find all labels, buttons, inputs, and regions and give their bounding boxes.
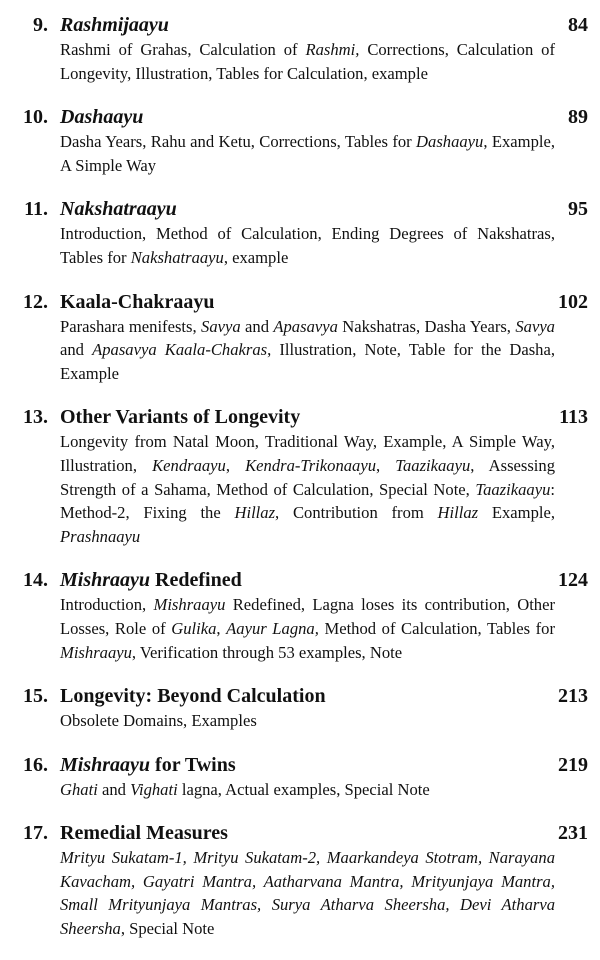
page-number: 102	[558, 290, 588, 313]
topic-text-segment: , Special Note	[120, 919, 215, 939]
topic-text-segment: Taazikaayu	[475, 479, 551, 499]
chapter-title-segment: Dashaayu	[60, 106, 144, 129]
toc-entry	[0, 683, 600, 733]
topic-text-segment: ,	[376, 455, 396, 475]
page-number: 84	[568, 14, 588, 36]
toc-entry	[0, 104, 600, 177]
topic-text-segment: , Example, A Simple Way	[60, 132, 555, 175]
chapter-number: 17.	[23, 822, 48, 845]
topic-text-segment: Rashmi of Grahas, Calculation of	[60, 40, 306, 59]
page-number: 231	[558, 822, 588, 845]
topic-text-segment: Gulika	[171, 618, 217, 638]
topic-text-segment: Vighati	[130, 779, 178, 799]
toc-entry-heading	[0, 820, 600, 846]
topic-text-segment: Taazikaayu	[395, 455, 471, 475]
chapter-number: 10.	[23, 106, 48, 129]
topic-text-segment: Apasavya	[273, 316, 338, 336]
topic-text-segment: : Method-2, Fixing the	[60, 479, 555, 523]
topic-text-segment: Ghati	[60, 779, 98, 799]
toc-entry-heading	[0, 104, 600, 130]
toc-entry	[0, 567, 600, 664]
chapter-title	[60, 12, 169, 38]
topic-text-segment: Rashmi,	[305, 40, 360, 59]
chapter-topics	[60, 709, 555, 733]
page-number: 124	[558, 569, 588, 592]
topic-text-segment: Hillaz	[437, 503, 479, 523]
topic-text-segment: and	[60, 340, 93, 360]
chapter-number: 16.	[23, 753, 48, 776]
topic-text-segment: Method of Calculation, Tables for	[318, 618, 555, 638]
page-number: 213	[558, 685, 588, 708]
chapter-title-segment: Rashmijaayu	[60, 14, 169, 36]
topic-text-segment: , Verification through 53 examples, Note	[131, 642, 403, 662]
chapter-title	[60, 104, 143, 130]
topic-text-segment: Dashaayu	[416, 132, 484, 152]
toc-entry-heading	[0, 683, 600, 709]
topic-text-segment: Kendra-Trikonaayu	[245, 455, 377, 475]
topic-text-segment: , Contribution from	[275, 503, 438, 523]
chapter-topics	[60, 222, 555, 269]
topic-text-segment: Kendraayu	[152, 455, 226, 475]
chapter-topics	[60, 430, 555, 548]
toc-entry-heading	[0, 12, 600, 38]
chapter-topics	[60, 593, 555, 664]
topic-text-segment: Hillaz	[234, 503, 276, 523]
chapter-title-segment: Redefined	[150, 569, 242, 592]
chapter-number: 9.	[33, 14, 48, 36]
chapter-title-segment: for Twins	[150, 753, 236, 776]
chapter-title	[60, 196, 177, 222]
chapter-number: 14.	[23, 569, 48, 592]
topic-text-segment: lagna, Actual examples, Special Note	[177, 779, 430, 799]
chapter-title-segment: Other Variants of Longevity	[60, 406, 301, 429]
topic-text-segment: Apasavya Kaala-Chakras	[92, 340, 268, 360]
topic-text-segment: and	[240, 316, 274, 336]
topic-text-segment: ,	[225, 455, 246, 475]
toc-entry	[0, 12, 600, 85]
toc-entry-heading	[0, 752, 600, 778]
topic-text-segment: Redefined, Lagna loses its contribution, Other Losses, Role of	[60, 595, 555, 638]
topic-text-segment: Aayur Lagna,	[226, 618, 319, 638]
chapter-number: 11.	[24, 198, 48, 221]
chapter-title	[60, 683, 326, 709]
page-number: 219	[558, 753, 588, 776]
toc-entry	[0, 289, 600, 386]
topic-text-segment: , Illustration, Note, Table for the Dasha, Example	[60, 340, 555, 383]
chapter-number: 12.	[23, 290, 48, 313]
chapter-title-segment: Mishraayu	[60, 753, 151, 776]
topic-text-segment: Example,	[478, 503, 555, 523]
toc-entry	[0, 752, 600, 802]
topic-text-segment: Parashara menifests,	[60, 316, 202, 336]
chapter-topics	[60, 315, 555, 386]
page-number: 95	[568, 198, 588, 221]
chapter-topics	[60, 130, 555, 177]
chapter-title-segment: Remedial Measures	[60, 822, 228, 845]
chapter-number: 13.	[23, 406, 48, 429]
topic-text-segment: Obsolete Domains, Examples	[60, 711, 257, 731]
chapter-title-segment: Nakshatraayu	[60, 198, 177, 221]
topic-text-segment: Nakshatraayu	[130, 247, 224, 267]
chapter-title	[60, 820, 228, 846]
topic-text-segment: Corrections, Calculation of Longevity, Illustration, Tables for Calculation, example	[60, 40, 555, 83]
topic-text-segment: Prashnaayu	[60, 526, 141, 546]
topic-text-segment: and	[97, 779, 131, 799]
toc-entry-heading	[0, 404, 600, 430]
chapter-number: 15.	[23, 685, 48, 708]
toc-entry	[0, 404, 600, 548]
chapter-topics	[60, 778, 555, 802]
toc-entry-heading	[0, 567, 600, 593]
topic-text-segment: Nakshatras, Dasha Years,	[337, 316, 516, 336]
topic-text-segment: Introduction, Method of Calculation, Ending Degrees of Nakshatras, Tables for	[60, 224, 555, 267]
chapter-title	[60, 752, 236, 778]
toc-entry	[0, 820, 600, 940]
topic-text-segment: ,	[216, 618, 227, 638]
topic-text-segment: Longevity from Natal Moon, Traditional Way, Example, A Simple Way, Illustration,	[60, 432, 555, 475]
page-number: 89	[568, 106, 588, 129]
chapter-title	[60, 289, 214, 315]
topic-text-segment: Savya	[201, 316, 241, 336]
chapter-topics	[60, 38, 555, 85]
topic-text-segment: Mishraayu	[60, 642, 132, 662]
chapter-topics	[60, 846, 555, 940]
topic-text-segment: Dasha Years, Rahu and Ketu, Corrections, Tables for	[60, 132, 417, 152]
topic-text-segment: , example	[223, 247, 289, 267]
topic-text-segment: Mrityu Sukatam-1, Mrityu Sukatam-2, Maarkandeya Stotram, Narayana Kavacham, Gayatri Mantra, Aatharvana Mantra, Mrityunjaya Mantra, Small Mrityunjaya Mantras, Surya Atharva Sheersha, Devi Atharva Sheersha	[60, 848, 555, 939]
topic-text-segment: , Assessing Strength of a Sahama, Method of Calculation, Special Note,	[60, 455, 556, 499]
chapter-title-segment: Longevity: Beyond Calculation	[60, 685, 326, 708]
toc-entry-heading	[0, 196, 600, 222]
page-number: 113	[559, 406, 588, 429]
chapter-title	[60, 404, 300, 430]
chapter-title-segment: Kaala-Chakraayu	[60, 290, 215, 313]
topic-text-segment: Introduction,	[60, 595, 154, 615]
chapter-title-segment: Mishraayu	[60, 569, 151, 592]
topic-text-segment: Mishraayu	[153, 595, 226, 615]
toc-entry	[0, 196, 600, 269]
topic-text-segment: Savya	[515, 316, 555, 336]
table-of-contents	[0, 12, 600, 960]
toc-entry-heading	[0, 289, 600, 315]
chapter-title	[60, 567, 242, 593]
